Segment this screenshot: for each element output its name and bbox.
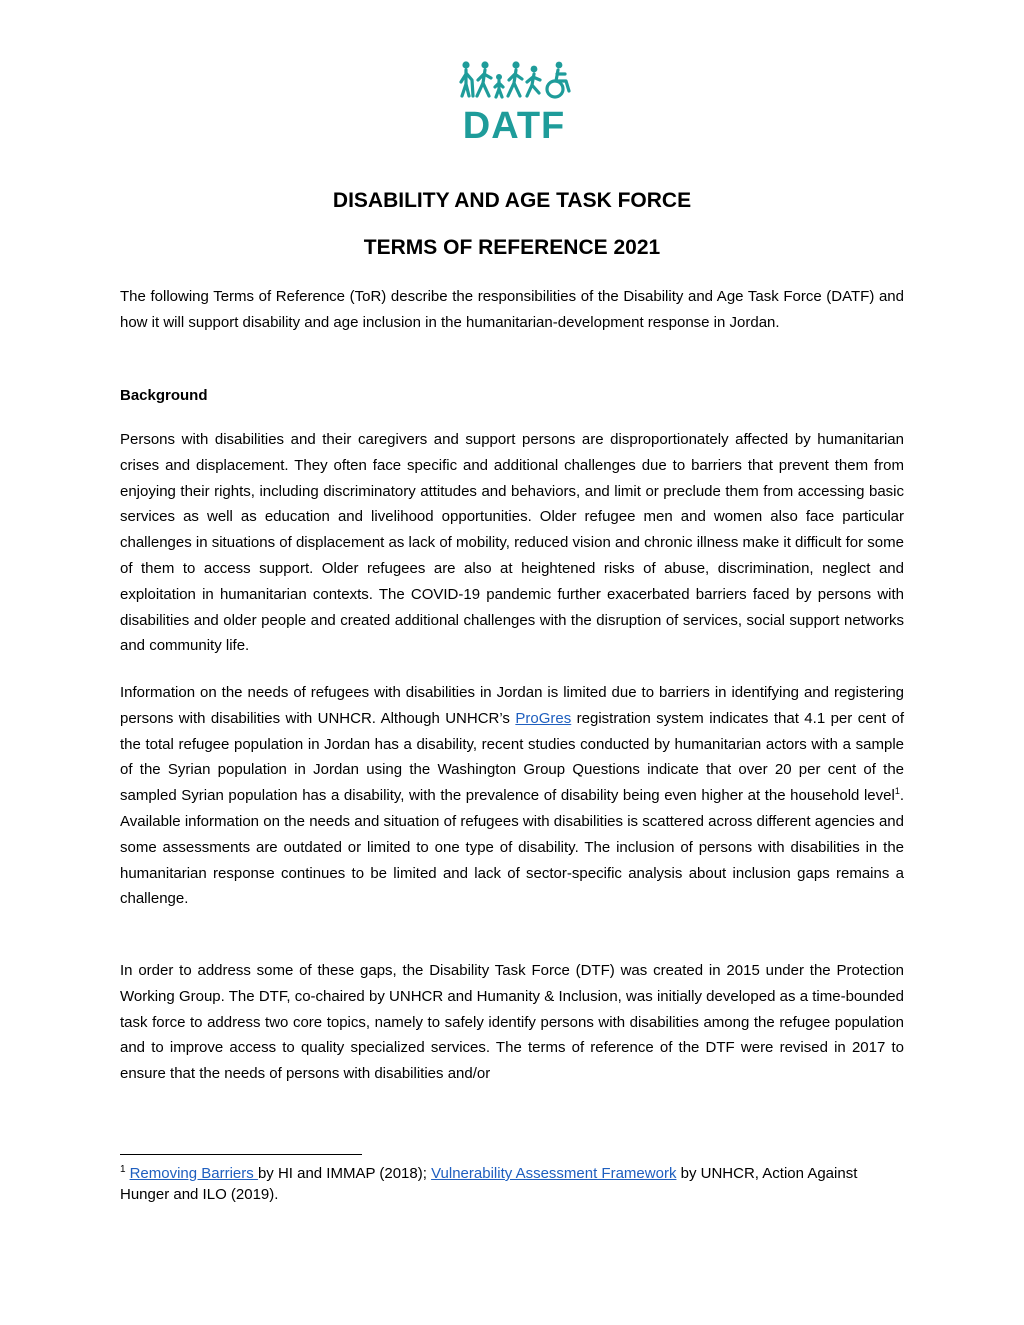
datf-logo xyxy=(452,60,576,146)
intro-paragraph: The following Terms of Reference (ToR) describe the responsibilities of the Disability and Age Task Force (DATF) and how it will support disability and age inclusion in the humanitarian-development response in Jordan. xyxy=(120,288,904,331)
paragraph-text: Information on the needs of refugees with disabilities in Jordan is limited due to barriers in identifying and registering persons with disabilities with UNHCR. Although UNHCR’s xyxy=(120,684,904,727)
paragraph-text: registration system indicates that 4.1 per cent of the total refugee population in Jordan has a disability, recent studies conducted by humanitarian actors with a sample of the Syrian population in Jordan using the Washington Group Questions indicate that over 20 per cent of the sampled Syrian population has a disability, with the prevalence of disability being even higher at the household level xyxy=(120,709,904,805)
footnote-text: by HI and IMMAP (2018); xyxy=(257,1165,432,1182)
document-title: DISABILITY AND AGE TASK FORCE xyxy=(332,189,692,212)
paragraph-text: . Available information on the needs and situation of refugees with disabilities is scattered across different agencies and some assessments are outdated or limited to one type of disability. The inclusion of persons with disabilities in the humanitarian response continues to be limited and lack of sector-specific analysis about inclusion gaps remains a challenge. xyxy=(120,787,904,908)
footnote xyxy=(120,1163,904,1205)
background-paragraph-2 xyxy=(120,680,904,912)
logo-text: DATF xyxy=(462,105,566,147)
section-heading-background: Background xyxy=(120,387,208,404)
people-with-disabilities-icon xyxy=(456,60,572,100)
vulnerability-assessment-framework-link[interactable]: Vulnerability Assessment Framework xyxy=(431,1165,677,1182)
removing-barriers-link[interactable]: Removing Barriers xyxy=(129,1165,258,1182)
document-subtitle: TERMS OF REFERENCE 2021 xyxy=(363,236,661,259)
footnote-separator xyxy=(120,1154,362,1155)
footnote-text: by UNHCR, Action Against Hunger and ILO (2019). xyxy=(120,1165,858,1203)
progres-link[interactable]: ProGres xyxy=(515,709,572,727)
background-paragraph-1: Persons with disabilities and their caregivers and support persons are disproportionately affected by humanitarian crises and displacement. They often face specific and additional challenges due to barriers that prevent them from enjoying their rights, including discriminatory attitudes and behaviors, and limit or preclude them from accessing basic services as well as education and livelihood opportunities. Older refugee men and women also face particular challenges in situations of displacement as lack of mobility, reduced vision and chronic illness make it difficult for some of them to access support. Older refugees are also at heightened risks of abuse, discrimination, neglect and exploitation in humanitarian contexts. The COVID-19 pandemic further exacerbated barriers faced by persons with disabilities and older people and created additional challenges with the disruption of services, social support networks and community life. xyxy=(120,431,904,655)
footnote-reference[interactable]: 1 xyxy=(894,786,900,797)
background-paragraph-3: In order to address some of these gaps, the Disability Task Force (DTF) was created in 2015 under the Protection Working Group. The DTF, co-chaired by UNHCR and Humanity & Inclusion, was initially developed as a time-bounded task force to address two core topics, namely to safely identify persons with disabilities among the refugee population and to improve access to quality specialized services. The terms of reference of the DTF were revised in 2017 to ensure that the needs of persons with disabilities and/or xyxy=(120,962,904,1083)
footnote-number: 1 xyxy=(120,1164,126,1175)
